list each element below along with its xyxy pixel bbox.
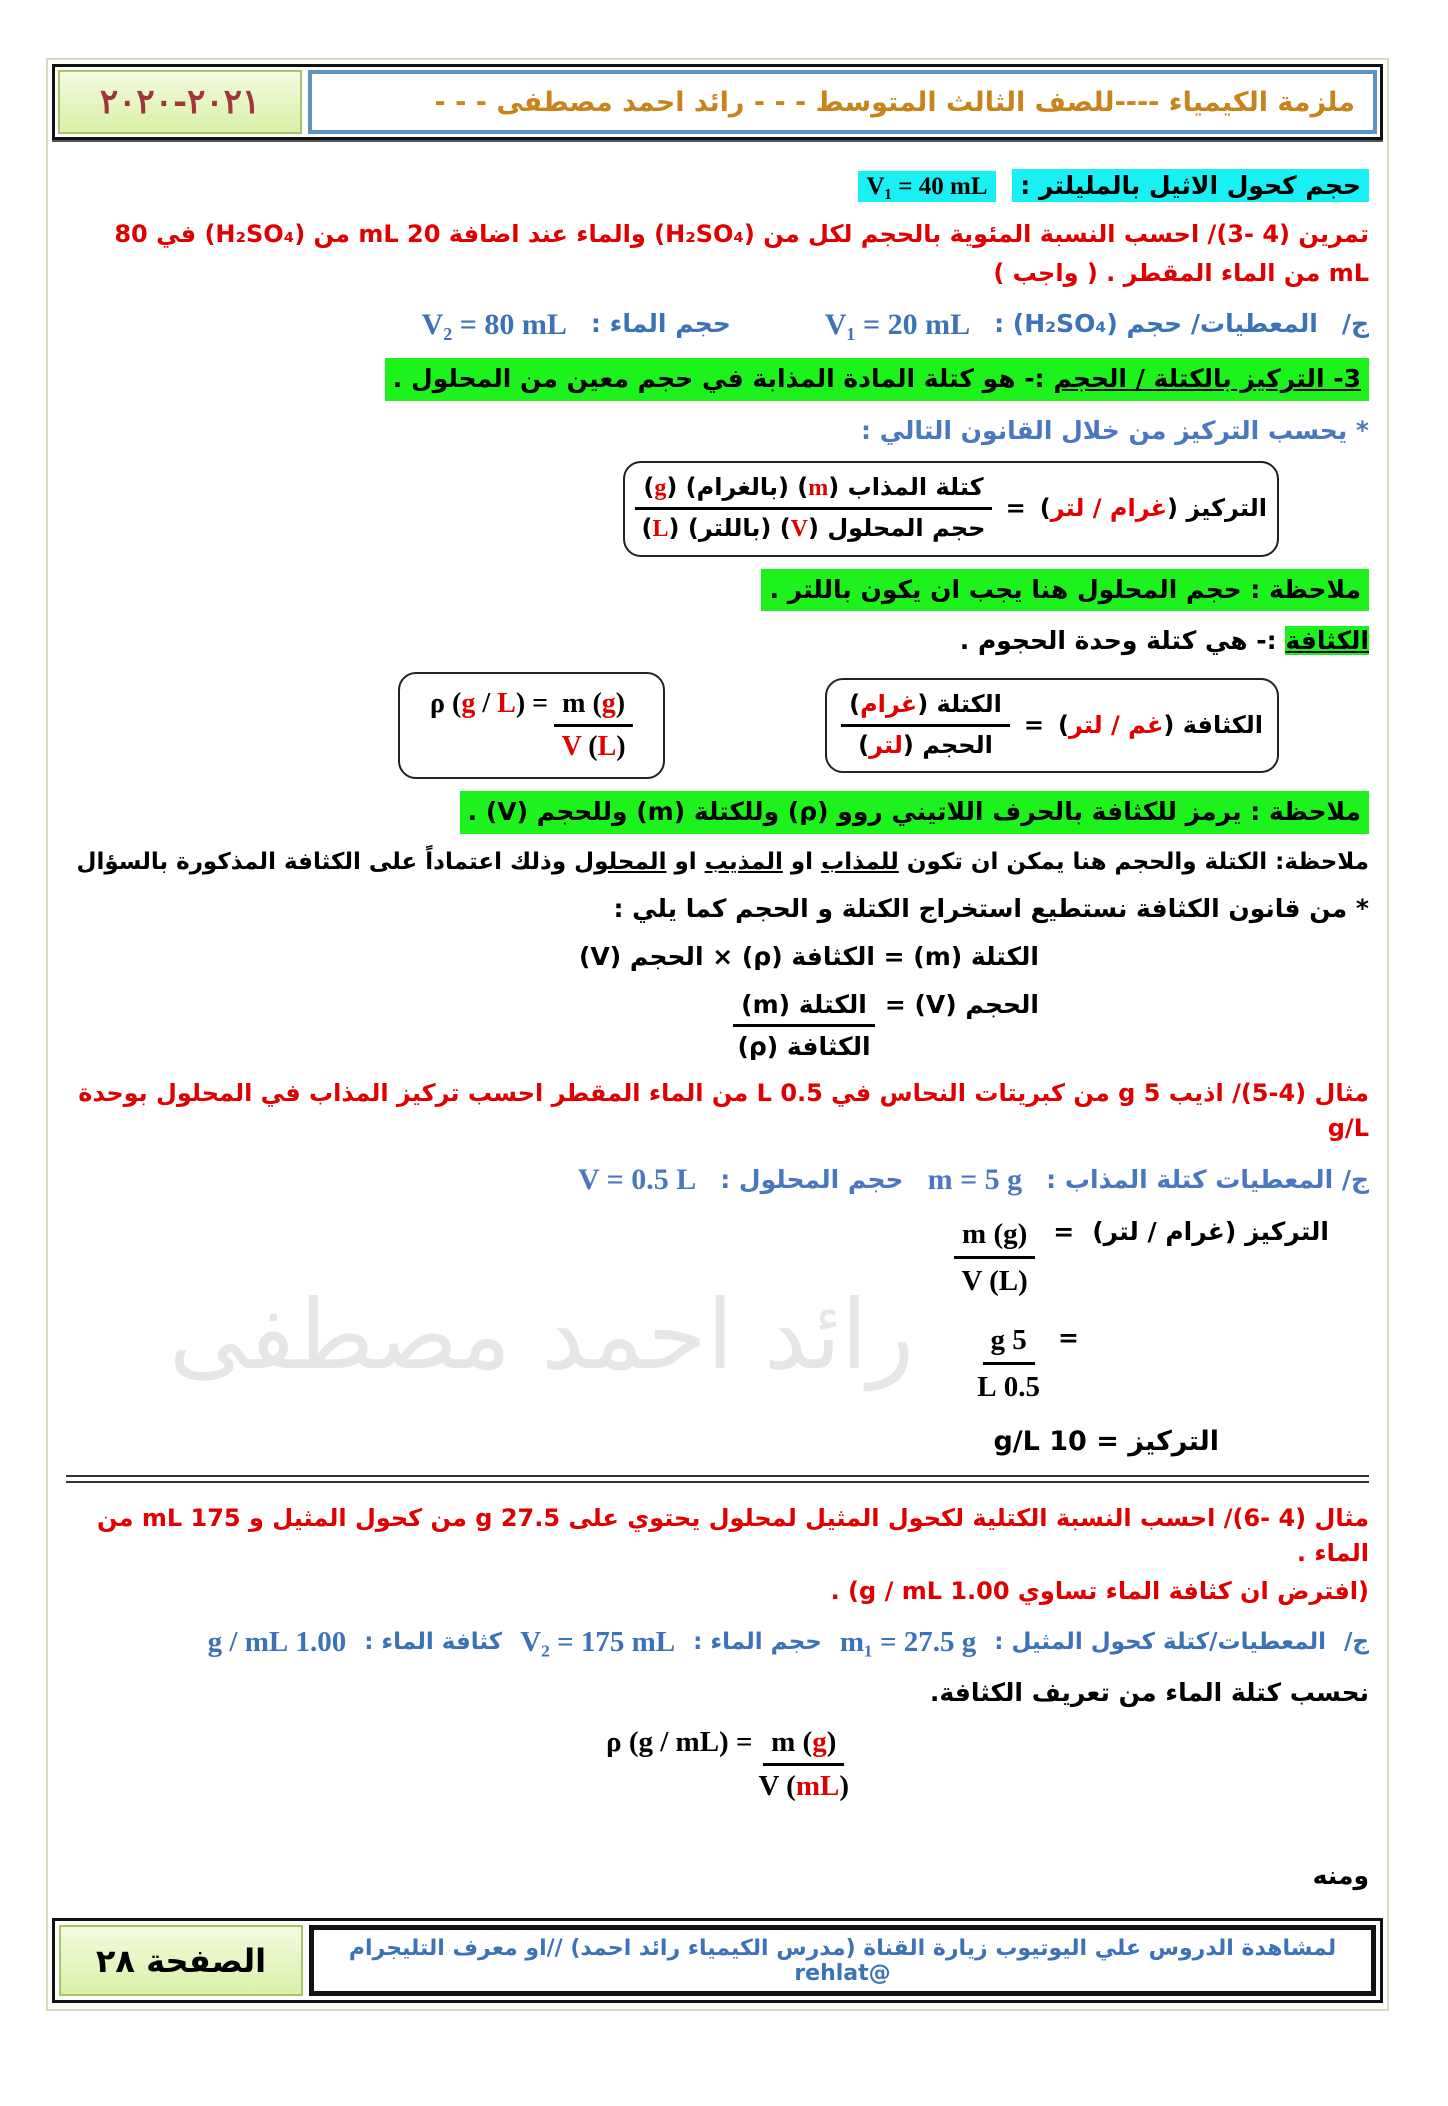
footer-frame <box>52 1918 1383 2003</box>
solution-steps <box>954 1214 1329 1457</box>
v1-line <box>858 168 1369 205</box>
derive-intro: * من قانون الكثافة نستطيع استخراج الكتلة و الحجم كما يلي : <box>613 893 1369 923</box>
solution-result: التركيز = 10 g/L <box>993 1425 1219 1457</box>
page-border <box>46 58 1389 2011</box>
term: 3- التركيز بالكتلة / الحجم <box>1053 364 1361 394</box>
givens-3: ج/ المعطيات/كتلة كحول المثيل : m₁ = 27.5 g حجم الماء : V₂ = 175 mL كثافة الماء : 1.00 g / mL <box>207 1626 1369 1659</box>
fraction: $\frac{\text{الكتلة (غرام)}}{\text{الحجم (لتر)}}$ <box>841 688 1010 762</box>
density-formulas-row <box>398 672 1279 780</box>
page-content <box>52 140 1383 1894</box>
given-value: V₂ = 80 mL <box>421 307 567 341</box>
header-frame <box>52 64 1383 140</box>
given-label: حجم الماء : <box>590 309 731 339</box>
formula-lhs: التركيز (غرام / لتر) <box>1039 494 1267 523</box>
density-formula-symbol-box: ρ (g / L) = $\frac{m (g)}{V (L)}$ <box>398 672 665 780</box>
note-mass-volume: ملاحظة: الكتلة والحجم هنا يمكن ان تكون للمذاب او المذيب او المحلول وذلك اعتماداً على الكثافة المذكورة بالسؤال <box>76 848 1369 875</box>
v1-value: V₁ = 40 mL <box>858 171 995 202</box>
example-6-4-line2: (افترض ان كثافة الماء تساوي 1.00 g / mL) . <box>830 1577 1369 1606</box>
mass-equation: الكتلة (m) = الكثافة (ρ) × الحجم (V) <box>578 942 1039 972</box>
volume-equation: الحجم (V) = $\frac{\text{الكتلة (m)}}{\text{الكثافة (ρ)}}$ <box>733 987 1039 1064</box>
density-formula-arabic-box: الكثافة (غم / لتر) = $\frac{\text{الكتلة (غرام)}}{\text{الحجم (لتر)}}$ <box>825 678 1279 772</box>
givens-1 <box>422 303 1369 347</box>
solution-step-1: التركيز (غرام / لتر) = $\frac{m (g)}{V (L)}$ <box>954 1214 1329 1302</box>
givens-2: ج/ المعطيات كتلة المذاب : m = 5 g حجم المحلول : V = 0.5 L <box>577 1163 1369 1196</box>
year-badge: ٢٠٢١-٢٠٢٠ <box>58 70 302 134</box>
note-symbols: ملاحظة : يرمز للكثافة بالحرف اللاتيني روو (ρ) وللكتلة (m) وللحجم (V) . <box>460 791 1369 833</box>
solution-step-2: = $\frac{5 g}{0.5 L}$ <box>977 1320 1079 1408</box>
density-ml-formula: ρ (g / mL) = $\frac{m (g)}{V (mL)}$ <box>606 1725 849 1803</box>
given-value: V₁ = 20 mL <box>824 307 971 341</box>
equals: = <box>1005 494 1026 523</box>
v1-label: حجم كحول الاثيل بالمليلتر : <box>1012 169 1369 202</box>
section-3-heading <box>385 358 1369 400</box>
definition: :- هي كتلة وحدة الحجوم . <box>959 626 1277 656</box>
hence-text: ومنه <box>1312 1860 1369 1890</box>
definition: :- هو كتلة المادة المذابة في حجم معين من المحلول . <box>392 364 1045 394</box>
derived-equations <box>579 939 1039 1064</box>
derived-equations-row <box>66 939 1369 1064</box>
double-divider <box>66 1475 1369 1483</box>
density-definition <box>960 623 1369 659</box>
footer-channel-text: لمشاهدة الدروس علي اليوتيوب زيارة القناة (مدرس الكيمياء رائد احمد) //او معرف التليجرام @rehlat <box>309 1925 1376 1996</box>
exercise-3-4-line1: تمرين (4 -3)/ احسب النسبة المئوية بالحجم لكل من (H₂SO₄) والماء عند اضافة 20 mL من (H₂SO₄) في 80 <box>114 220 1369 249</box>
header-title: ملزمة الكيمياء ----للصف الثالث المتوسط - - - رائد احمد مصطفى - - - <box>308 70 1377 134</box>
calc-intro: * يحسب التركيز من خلال القانون التالي : <box>861 415 1369 445</box>
fraction: $\frac{m (g)}{V (L)}$ <box>554 686 633 766</box>
note-liter: ملاحظة : حجم المحلول هنا يجب ان يكون باللتر . <box>761 569 1369 611</box>
term: الكثافة <box>1285 626 1369 656</box>
concentration-formula-box <box>623 461 1279 557</box>
example-5-4: مثال (4-5)/ اذيب 5 g من كبريتات النحاس في 0.5 L من الماء المقطر احسب تركيز المذاب في المحلول بوحدة g/L <box>78 1079 1369 1143</box>
solution-area <box>66 1214 1369 1457</box>
given-label: المعطيات/ حجم (H₂SO₄) : <box>994 309 1318 339</box>
example-6-4-line1: مثال (4 -6)/ احسب النسبة الكتلية لكحول المثيل لمحلول يحتوي على 27.5 g من كحول المثيل و 175 mL من الماء . <box>97 1503 1369 1567</box>
water-mass-intro: نحسب كتلة الماء من تعريف الكثافة. <box>929 1678 1369 1708</box>
exercise-3-4-line2: mL من الماء المقطر . ( واجب ) <box>993 259 1369 288</box>
answer-prefix: ج/ <box>1341 309 1369 339</box>
page-number: الصفحة ٢٨ <box>59 1925 303 1996</box>
watermark: رائد احمد مصطفى <box>168 1278 915 1391</box>
fraction: $\frac{\text{كتلة المذاب (m) (بالغرام) (g)}}{\text{حجم المحلول (V) (باللتر) (L)}}$ <box>635 471 991 547</box>
